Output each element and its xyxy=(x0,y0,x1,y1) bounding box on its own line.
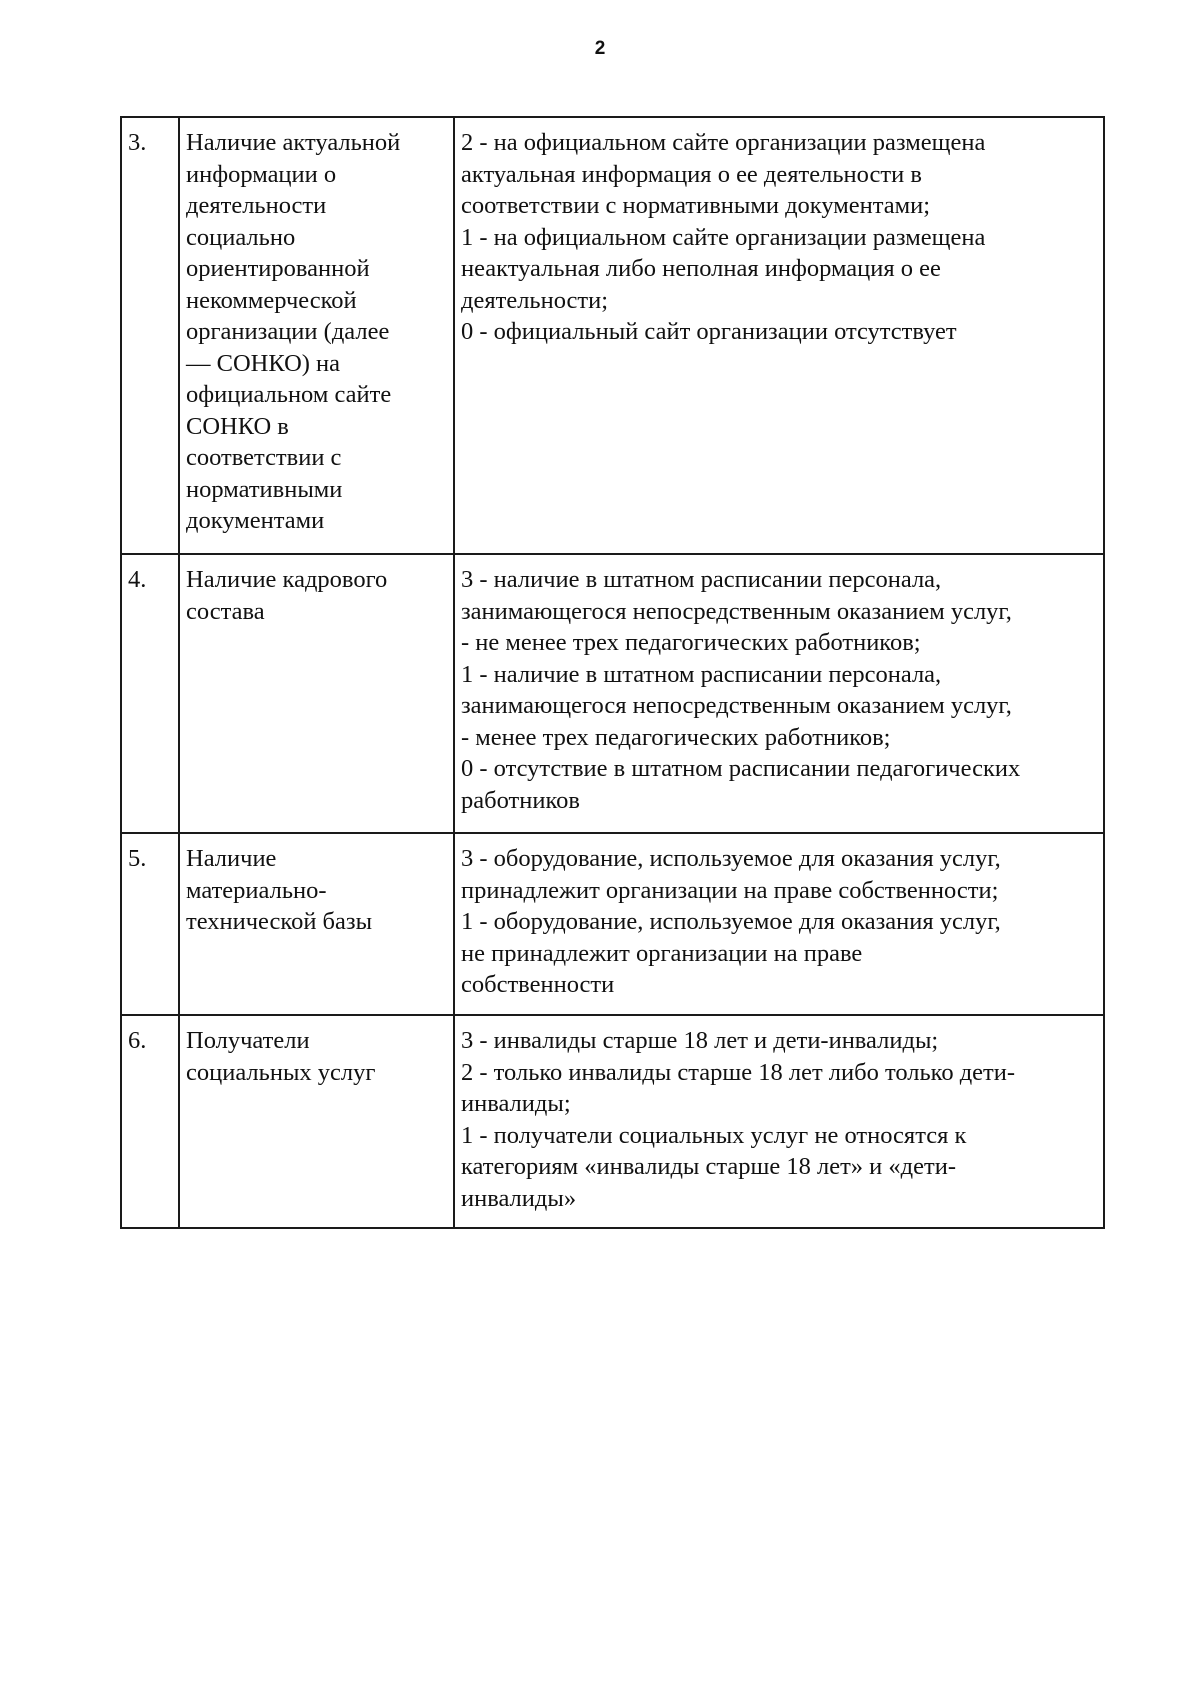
scoring-line: соответствии с нормативными документами; xyxy=(461,192,931,219)
table-row xyxy=(121,833,1104,1015)
scoring-line: занимающегося непосредственным оказанием услуг, xyxy=(461,597,1012,625)
criterion-name-line: СОНКО в xyxy=(186,412,289,440)
scoring-line: 1 - оборудование, используемое для оказания услуг, xyxy=(461,908,1001,935)
criterion-name xyxy=(179,117,454,554)
criterion-name-line: Получатели xyxy=(186,1027,310,1054)
row-number: 3. xyxy=(121,117,179,554)
criteria-table xyxy=(120,116,1105,1229)
criterion-name-line: ориентированной xyxy=(186,255,370,282)
scoring-line: принадлежит организации на праве собственности; xyxy=(461,876,999,904)
table-row xyxy=(121,117,1104,554)
scoring-line: занимающегося непосредственным оказанием услуг, xyxy=(461,692,1012,719)
scoring-line: инвалиды; xyxy=(461,1090,571,1117)
scoring-description xyxy=(454,117,1104,554)
scoring-line: - менее трех педагогических работников; xyxy=(461,723,891,751)
criterion-name-line: Наличие кадрового xyxy=(186,566,388,593)
scoring-line: работников xyxy=(461,786,580,814)
criterion-name-line: технической базы xyxy=(186,908,373,935)
criterion-name-line: Наличие xyxy=(186,845,277,872)
scoring-description xyxy=(454,833,1104,1015)
scoring-line: 1 - на официальном сайте организации размещена xyxy=(461,223,986,251)
criterion-name xyxy=(179,554,454,833)
criterion-name-line: официальном сайте xyxy=(186,381,392,408)
row-number: 6. xyxy=(121,1015,179,1228)
scoring-description xyxy=(454,1015,1104,1228)
scoring-line: инвалиды» xyxy=(461,1184,577,1212)
scoring-line: 0 - отсутствие в штатном расписании педагогических xyxy=(461,755,1021,782)
row-number: 4. xyxy=(121,554,179,833)
criterion-name-line: материально- xyxy=(186,876,327,904)
criterion-name-line: — СОНКО) на xyxy=(186,349,341,377)
table-row xyxy=(121,554,1104,833)
scoring-line: не принадлежит организации на праве xyxy=(461,939,863,967)
scoring-line: 2 - только инвалиды старше 18 лет либо только дети- xyxy=(461,1058,1016,1086)
criterion-name xyxy=(179,833,454,1015)
scoring-line: неактуальная либо неполная информация о ее xyxy=(461,255,941,282)
criterion-name-line: Наличие актуальной xyxy=(186,129,401,156)
criterion-name xyxy=(179,1015,454,1228)
criterion-name-line: социально xyxy=(186,223,296,251)
scoring-line: 2 - на официальном сайте организации размещена xyxy=(461,129,986,156)
scoring-line: актуальная информация о ее деятельности в xyxy=(461,160,922,188)
criterion-name-line: соответствии с xyxy=(186,444,342,471)
scoring-description xyxy=(454,554,1104,833)
criterion-name-line: документами xyxy=(186,507,325,534)
criterion-name-line: социальных услуг xyxy=(186,1058,376,1086)
page-number: 2 xyxy=(594,38,606,59)
scoring-line: 3 - инвалиды старше 18 лет и дети-инвалиды; xyxy=(461,1027,939,1054)
criterion-name-line: организации (далее xyxy=(186,318,390,345)
scoring-line: 3 - оборудование, используемое для оказания услуг, xyxy=(461,845,1001,872)
scoring-line: деятельности; xyxy=(461,286,609,314)
table-row xyxy=(121,1015,1104,1228)
scoring-line: 3 - наличие в штатном расписании персонала, xyxy=(461,566,942,593)
criterion-name-line: нормативными xyxy=(186,475,343,503)
scoring-line: категориям «инвалиды старше 18 лет» и «дети- xyxy=(461,1153,956,1180)
scoring-line: собственности xyxy=(461,971,615,998)
scoring-line: 1 - наличие в штатном расписании персонала, xyxy=(461,660,942,688)
scoring-line: - не менее трех педагогических работников; xyxy=(461,629,921,656)
criterion-name-line: некоммерческой xyxy=(186,286,357,314)
scoring-line: 1 - получатели социальных услуг не относятся к xyxy=(461,1121,967,1149)
row-number: 5. xyxy=(121,833,179,1015)
criterion-name-line: информации о xyxy=(186,160,337,188)
criterion-name-line: деятельности xyxy=(186,192,327,219)
scoring-line: 0 - официальный сайт организации отсутствует xyxy=(461,318,957,345)
criterion-name-line: состава xyxy=(186,597,265,625)
